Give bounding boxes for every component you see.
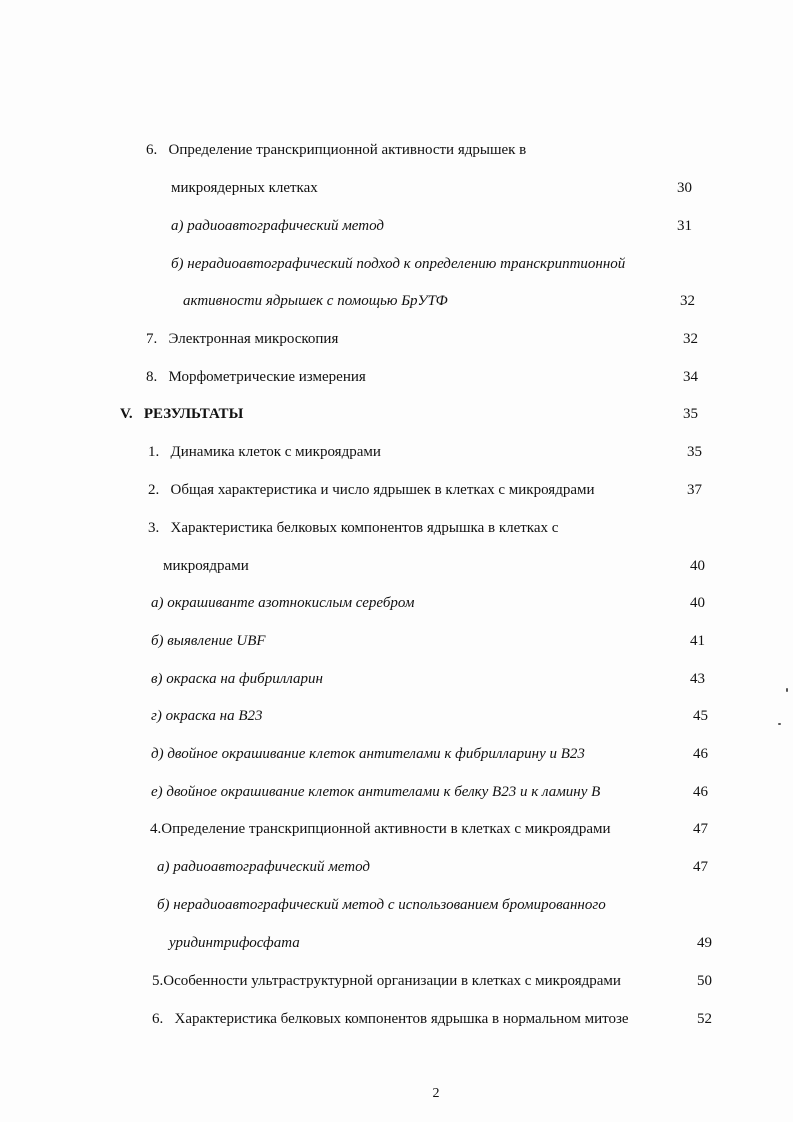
toc-entry-text: микроядерных клетках <box>171 180 318 196</box>
toc-entry-page: 37 <box>687 482 702 498</box>
toc-entry-text: а) окрашиванте азотнокислым серебром <box>151 595 415 611</box>
toc-entry-page: 46 <box>693 746 708 762</box>
toc-entry-page: 35 <box>683 406 698 422</box>
toc-entry-text: б) выявление UBF <box>151 633 266 649</box>
toc-entry-text: 2. Общая характеристика и число ядрышек в клетках с микроядрами <box>148 482 595 498</box>
toc-entry-text: уридинтрифосфата <box>169 935 300 951</box>
toc-entry-text: 8. Морфометрические измерения <box>146 369 366 385</box>
toc-entry-text: а) радиоавтографический метод <box>157 859 370 875</box>
toc-entry-page: 52 <box>697 1011 712 1027</box>
toc-entry-page: 40 <box>690 558 705 574</box>
toc-entry-page: 34 <box>683 369 698 385</box>
toc-entry-text: д) двойное окрашивание клеток антителами к фибрилларину и В23 <box>151 746 585 762</box>
toc-entry-text: 3. Характеристика белковых компонентов ядрышка в клетках с <box>148 520 559 536</box>
toc-entry-page: 45 <box>693 708 708 724</box>
toc-entry-text: 6. Определение транскрипционной активности ядрышек в <box>146 142 527 158</box>
toc-entry-page: 43 <box>690 671 705 687</box>
toc-entry-page: 41 <box>690 633 705 649</box>
toc-entry-text: б) нерадиоавтографический метод с использованием бромированного <box>157 897 606 913</box>
toc-entry-text: а) радиоавтографический метод <box>171 218 384 234</box>
toc-section-heading: V. РЕЗУЛЬТАТЫ <box>120 406 244 422</box>
scan-artifact <box>778 723 781 725</box>
toc-entry-page: 40 <box>690 595 705 611</box>
toc-entry-text: 6. Характеристика белковых компонентов ядрышка в нормальном митозе <box>152 1011 629 1027</box>
toc-entry-page: 47 <box>693 821 708 837</box>
toc-entry-page: 50 <box>697 973 712 989</box>
toc-entry-text: активности ядрышек с помощью БрУТФ <box>183 293 448 309</box>
toc-entry-page: 30 <box>677 180 692 196</box>
page-number: 2 <box>432 1086 440 1101</box>
toc-entry-page: 47 <box>693 859 708 875</box>
toc-entry-text: 7. Электронная микроскопия <box>146 331 339 347</box>
toc-entry-page: 49 <box>697 935 712 951</box>
toc-entry-text: 1. Динамика клеток с микроядрами <box>148 444 381 460</box>
toc-entry-page: 31 <box>677 218 692 234</box>
toc-entry-page: 32 <box>680 293 695 309</box>
toc-entry-text: 4.Определение транскрипционной активности в клетках с микроядрами <box>150 821 611 837</box>
toc-entry-page: 32 <box>683 331 698 347</box>
scan-artifact <box>786 688 788 692</box>
toc-entry-text: в) окраска на фибрилларин <box>151 671 323 687</box>
toc-entry-page: 35 <box>687 444 702 460</box>
toc-entry-text: е) двойное окрашивание клеток антителами к белку В23 и к ламину В <box>151 784 601 800</box>
toc-entry-text: 5.Особенности ультраструктурной организации в клетках с микроядрами <box>152 973 621 989</box>
toc-entry-text: б) нерадиоавтографический подход к определению транскриптионной <box>171 256 626 272</box>
toc-entry-text: микроядрами <box>163 558 249 574</box>
toc-entry-page: 46 <box>693 784 708 800</box>
toc-entry-text: г) окраска на В23 <box>151 708 263 724</box>
